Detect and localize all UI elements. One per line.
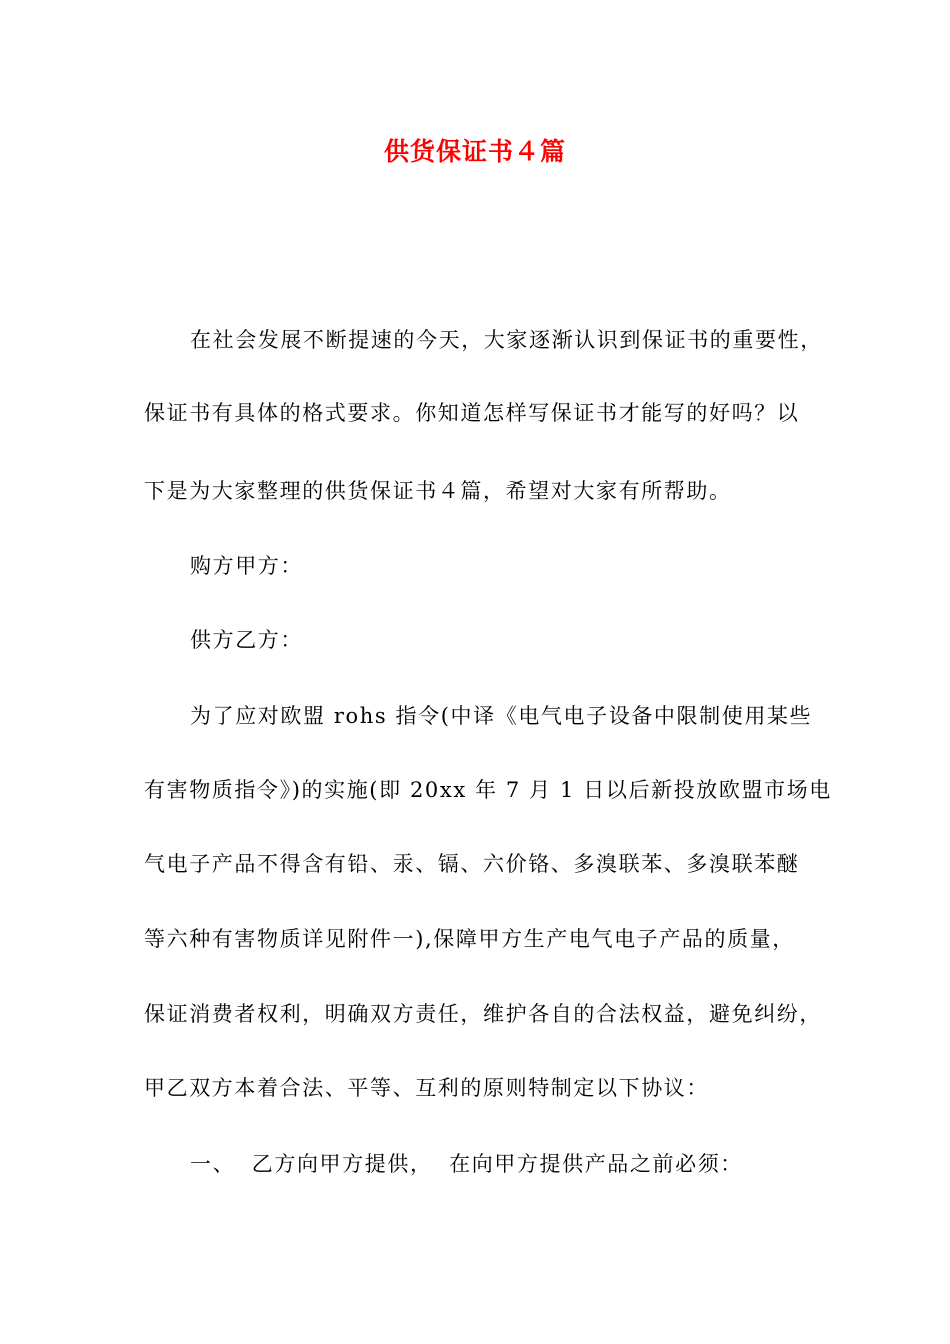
paragraph-line-3: 下是为大家整理的供货保证书４篇，希望对大家有所帮助。 bbox=[144, 479, 732, 503]
paragraph-line-8: 气电子产品不得含有铅、汞、镉、六价铬、多溴联苯、多溴联苯醚 bbox=[144, 852, 800, 876]
paragraph-line-11: 甲乙双方本着合法、平等、互利的原则特制定以下协议： bbox=[144, 1076, 709, 1100]
clause-one-line: 一、 乙方向甲方提供， 在向甲方提供产品之前必须： bbox=[190, 1152, 743, 1176]
paragraph-line-7: 有害物质指令》)的实施(即 20xx 年 7 月 1 日以后新投放欧盟市场电 bbox=[144, 778, 832, 802]
paragraph-line-9: 等六种有害物质详见附件一),保障甲方生产电气电子产品的质量， bbox=[144, 927, 795, 951]
paragraph-line-6: 为了应对欧盟 rohs 指令(中译《电气电子设备中限制使用某些 bbox=[190, 704, 813, 728]
paragraph-line-1: 在社会发展不断提速的今天，大家逐渐认识到保证书的重要性， bbox=[190, 328, 823, 352]
buyer-party-line: 购方甲方： bbox=[190, 554, 303, 578]
paragraph-line-2: 保证书有具体的格式要求。你知道怎样写保证书才能写的好吗？以 bbox=[144, 401, 800, 425]
supplier-party-line: 供方乙方： bbox=[190, 628, 303, 652]
document-title: 供货保证书４篇 bbox=[383, 137, 566, 166]
paragraph-line-10: 保证消费者权利，明确双方责任，维护各自的合法权益，避免纠纷， bbox=[144, 1002, 822, 1026]
